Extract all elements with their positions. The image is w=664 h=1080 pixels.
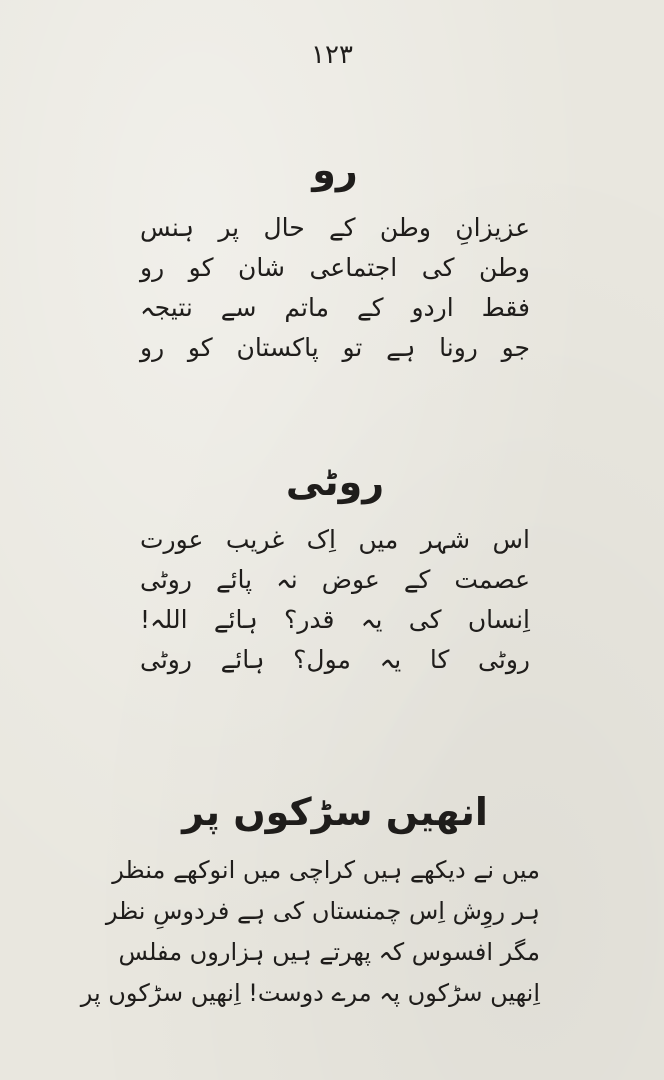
poem-title: روٹی: [285, 460, 385, 504]
verse-line: روٹی کا یہ مول؟ ہائے روٹی: [140, 644, 530, 674]
verse-line: عصمت کے عوض نہ پائے روٹی: [140, 564, 530, 594]
poem-ro: [140, 148, 530, 368]
verse-line: میں نے دیکھے ہیں کراچی میں انوکھے منظر: [112, 855, 540, 884]
verse-line: اِنھیں سڑکوں پہ مرے دوست! اِنھیں سڑکوں پر: [80, 978, 540, 1007]
verse-line: جو رونا ہے تو پاکستان کو رو: [140, 332, 530, 362]
verse-line: اس شہر میں اِک غریب عورت: [140, 524, 530, 554]
verse-line: اِنساں کی یہ قدر؟ ہائے اللہ!: [140, 604, 530, 634]
verse-line: فقط اردو کے ماتم سے نتیجہ: [140, 292, 530, 322]
page-number: ۱۲۳: [311, 40, 353, 70]
poem-inhen-sarkon-par: [80, 790, 540, 1014]
poem-title: انھیں سڑکوں پر: [182, 790, 488, 834]
verse-line: مگر افسوس کہ پھرتے ہیں ہزاروں مفلس: [118, 937, 540, 966]
verse-line: عزیزانِ وطن کے حال پر ہنس: [140, 212, 530, 242]
poem-roti: [140, 460, 530, 680]
verse-line: وطن کی اجتماعی شان کو رو: [140, 252, 530, 282]
poem-title: رو: [312, 148, 358, 192]
verse-line: ہر روِش اِس چمنستاں کی ہے فردوسِ نظر: [105, 896, 540, 925]
